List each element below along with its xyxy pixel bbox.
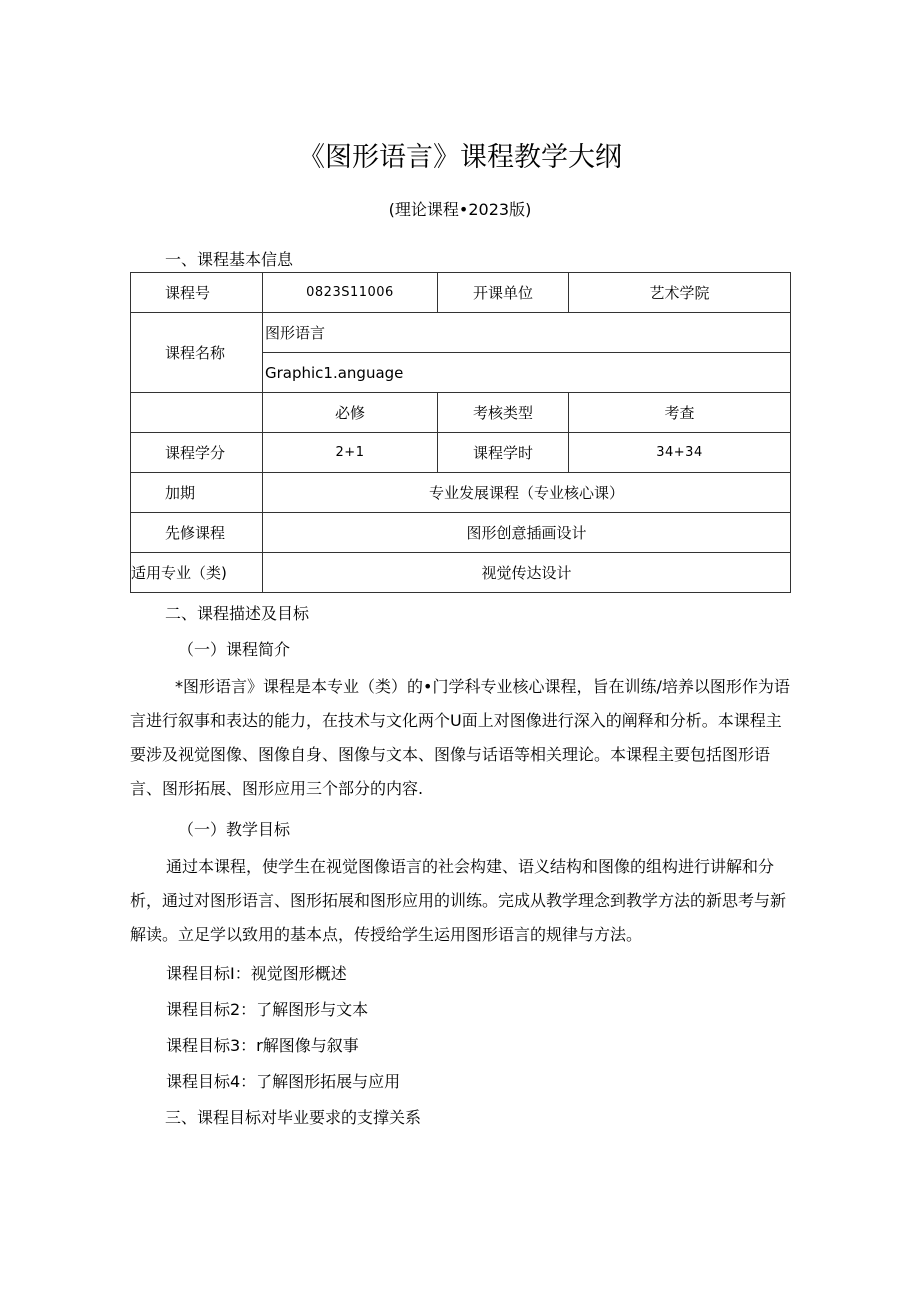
course-type-value: 必修: [263, 393, 438, 433]
course-info-table: [130, 272, 791, 593]
dept-label: 开课单位: [438, 273, 569, 313]
credit-label: 课程学分: [131, 433, 263, 473]
table-row: [131, 473, 791, 513]
category-label: 加期: [131, 473, 263, 513]
goal-item-4: 课程目标4：了解图形拓展与应用: [166, 1072, 401, 1091]
course-name-label: 课程名称: [131, 313, 263, 393]
goal-item-2: 课程目标2：了解图形与文本: [166, 1000, 369, 1019]
course-name-en: Graphic1.anguage: [263, 353, 791, 393]
table-row: [131, 553, 791, 593]
category-value: 专业发展课程（专业核心课）: [263, 473, 791, 513]
table-row: [131, 393, 791, 433]
course-name-cn: 图形语言: [263, 313, 791, 353]
credit-value: 2+1: [263, 433, 438, 473]
course-intro-paragraph: *图形语言》课程是本专业（类）的•门学科专业核心课程，旨在训练/培养以图形作为语言进行叙事和表达的能力，在技术与文化两个U面上对图像进行深入的阐释和分析。本课程主要涉及视觉图像、图像自身、图像与文本、图像与话语等相关理论。本课程主要包括图形语言、图形拓展、图形应用三个部分的内容.: [130, 677, 790, 798]
document-subtitle: (理论课程•2023版): [388, 200, 532, 219]
section2-sub1-heading: （一）课程简介: [178, 640, 291, 659]
dept-value: 艺术学院: [569, 273, 791, 313]
document-title: 《图形语言》课程教学大纲: [298, 142, 622, 173]
goal-item-1: 课程目标I：视觉图形概述: [166, 964, 347, 983]
major-value: 视觉传达设计: [263, 553, 791, 593]
teaching-goals-paragraph: 通过本课程，使学生在视觉图像语言的社会构建、语义结构和图像的组构进行讲解和分析，通过对图形语言、图形拓展和图形应用的训练。完成从教学理念到教学方法的新思考与新解读。立足学以致用的基本点，传授给学生运用图形语言的规律与方法。: [130, 857, 787, 944]
goal-item-3: 课程目标3：r解图像与叙事: [166, 1036, 359, 1055]
prereq-value: 图形创意插画设计: [263, 513, 791, 553]
course-no-label: 课程号: [131, 273, 263, 313]
section2-sub2-heading: （一）教学目标: [178, 820, 291, 839]
prereq-label: 先修课程: [131, 513, 263, 553]
table-row: [131, 433, 791, 473]
table-row: [131, 313, 791, 353]
major-label: 适用专业（类): [131, 553, 263, 593]
course-no-value: 0823S11006: [263, 273, 438, 313]
section2-heading: 二、课程描述及目标: [165, 604, 310, 623]
table-row: [131, 513, 791, 553]
assess-label: 考核类型: [438, 393, 569, 433]
hours-value: 34+34: [569, 433, 791, 473]
table-row: [131, 273, 791, 313]
section1-heading: 一、课程基本信息: [165, 250, 294, 269]
empty-cell: [131, 393, 263, 433]
section3-heading: 三、课程目标对毕业要求的支撑关系: [165, 1108, 422, 1127]
assess-value: 考查: [569, 393, 791, 433]
hours-label: 课程学时: [438, 433, 569, 473]
